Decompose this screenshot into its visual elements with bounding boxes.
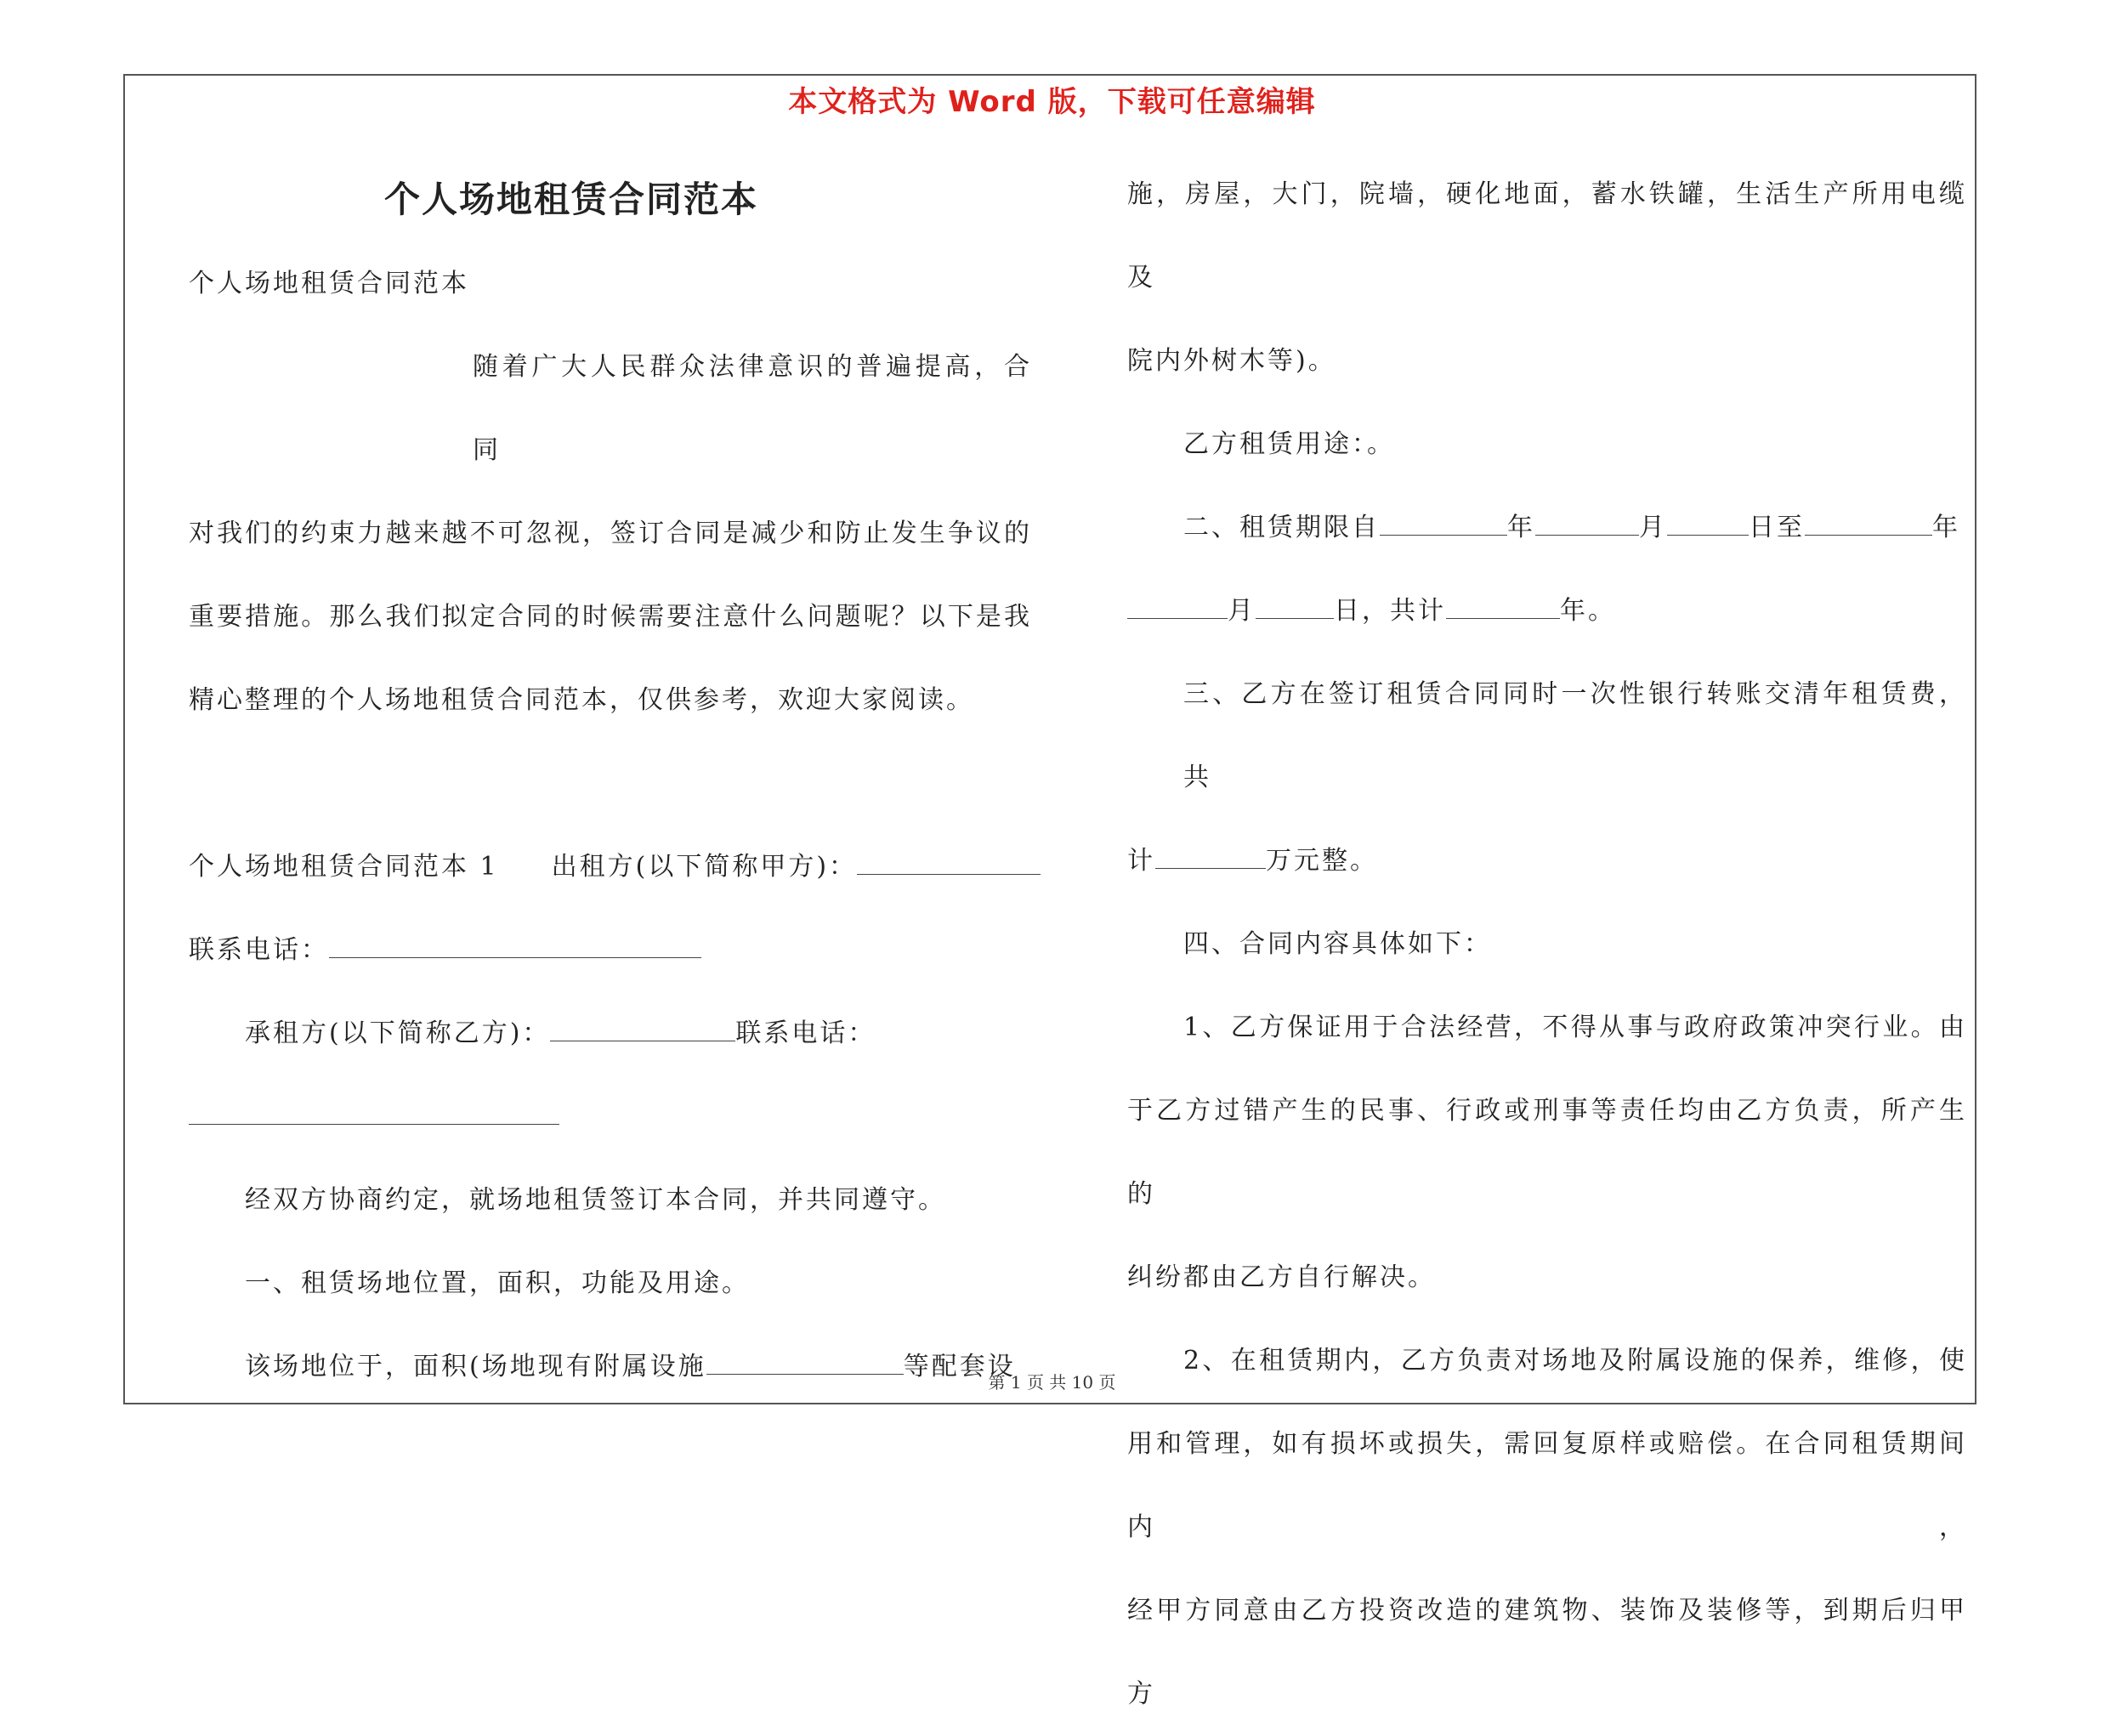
right-line-2: 院内外树木等)。	[1127, 346, 1336, 376]
lessor-blank	[857, 848, 1041, 875]
right-line-7: 于乙方过错产生的民事、行政或刑事等责任均由乙方负责，所产生的	[1127, 1096, 1967, 1209]
right-line-9: 2、在租赁期内，乙方负责对场地及附属设施的保养，维修，使	[1183, 1346, 1967, 1376]
right-line-1: 施，房屋，大门，院墙，硬化地面，蓄水铁罐，生活生产所用电缆及	[1127, 179, 1967, 292]
intro-line-1: 随着广大人民群众法律意识的普遍提高，合同	[473, 352, 1032, 465]
right-line-8: 纠纷都由乙方自行解决。	[1127, 1262, 1436, 1292]
right-line-5: 四、合同内容具体如下：	[1183, 929, 1492, 959]
header-banner: 本文格式为 Word 版，下载可任意编辑	[788, 85, 1316, 119]
lessee-phone-label: 联系电话：	[735, 1018, 876, 1048]
intro-line-3: 重要措施。那么我们拟定合同的时候需要注意什么问题呢？以下是我	[189, 602, 1032, 632]
intro-line-4: 精心整理的个人场地租赁合同范本，仅供参考，欢迎大家阅读。	[189, 685, 974, 715]
lessor-phone-blank	[329, 932, 701, 958]
term-line-2: 月 日，共计 年。	[1127, 570, 1967, 653]
location-line: 该场地位于，面积(场地现有附属设施 等配套设	[189, 1325, 1032, 1409]
agreement-line: 经双方协商约定，就场地租赁签订本合同，并共同遵守。	[245, 1185, 946, 1215]
lessee-label: 承租方(以下简称乙方)：	[245, 1018, 551, 1048]
subtitle: 个人场地租赁合同范本	[189, 269, 469, 298]
left-column	[189, 157, 1032, 1409]
right-column	[1127, 153, 1967, 1736]
document-title: 个人场地租赁合同范本	[384, 179, 759, 220]
total-line: 计 万元整。	[1127, 820, 1967, 903]
page-number: 第 1 页 共 10 页	[988, 1372, 1116, 1393]
lessee-phone-line	[189, 1075, 1032, 1159]
lessor-phone-label: 联系电话：	[189, 935, 329, 965]
term-line-1: 二、租赁期限自 年 月 日至 年	[1127, 486, 1967, 570]
clause-1: 一、租赁场地位置，面积，功能及用途。	[245, 1268, 750, 1298]
sample-heading: 个人场地租赁合同范本 1	[189, 852, 499, 882]
right-line-6: 1、乙方保证用于合法经营，不得从事与政府政策冲突行业。由	[1183, 1013, 1967, 1042]
lessee-blank	[550, 1015, 735, 1041]
lessee-phone-blank	[189, 1098, 559, 1125]
right-line-11: 经甲方同意由乙方投资改造的建筑物、装饰及装修等，到期后归甲方	[1127, 1596, 1967, 1709]
lessor-label: 出租方(以下简称甲方)：	[551, 852, 858, 882]
right-line-4: 三、乙方在签订租赁合同同时一次性银行转账交清年租赁费，共	[1183, 679, 1967, 792]
right-line-10: 用和管理，如有损坏或损失，需回复原样或赔偿。在合同租赁期间内，	[1127, 1429, 1967, 1542]
lessor-line	[189, 825, 1032, 909]
lessee-line	[189, 992, 1032, 1075]
lessor-phone-line	[189, 909, 1032, 992]
intro-line-2: 对我们的约束力越来越不可忽视，签订合同是减少和防止发生争议的	[189, 519, 1032, 548]
right-line-3: 乙方租赁用途：。	[1183, 429, 1395, 459]
